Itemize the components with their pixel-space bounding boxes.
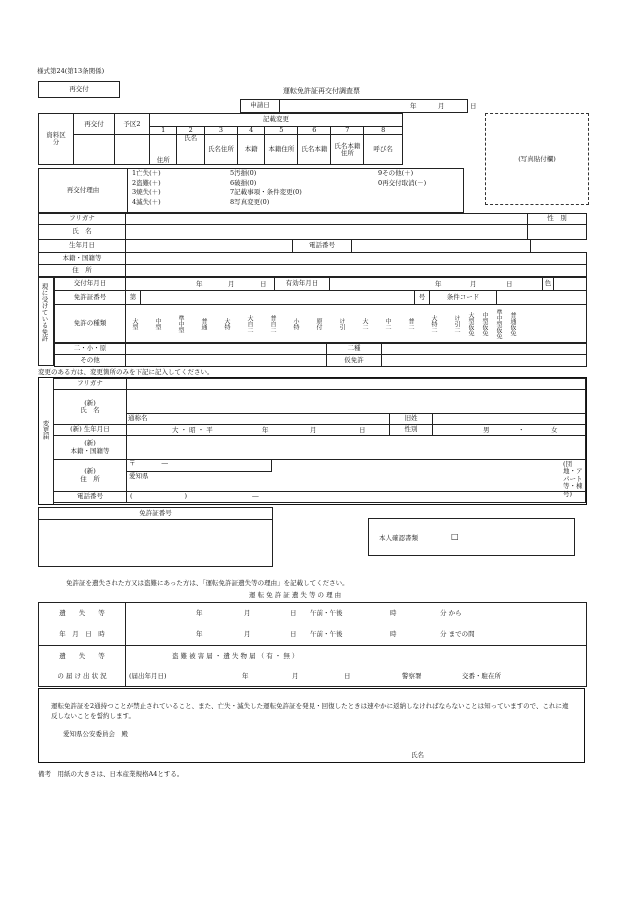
license-type-option[interactable]: け引二 [453, 315, 460, 333]
col-address[interactable]: 住所 [150, 135, 177, 165]
current-license-side [38, 277, 54, 366]
yobi-cell: 予区2 [115, 114, 150, 135]
apply-year: 年 [410, 102, 417, 110]
birth-field[interactable] [126, 240, 293, 253]
license-type-option[interactable]: 大型仮免 [467, 312, 474, 336]
nishou-field[interactable] [126, 343, 327, 355]
reason-option[interactable]: 0再交付取消(－) [378, 178, 427, 187]
until-month: 月 [244, 629, 251, 638]
loss-title: 運 転 免 許 証 遺 失 等 の 理 由 [249, 591, 342, 599]
license-type-option[interactable]: 中型仮免 [481, 312, 488, 336]
dai-label: 第 [126, 291, 141, 305]
identity-box [368, 518, 575, 556]
condition-code-field[interactable] [497, 291, 587, 305]
honseki-label: 本籍・国籍等 [39, 253, 126, 265]
apply-date-label: 申請日 [241, 100, 280, 113]
license-type-option[interactable]: け引 [338, 318, 345, 330]
col-name[interactable]: 氏名 [177, 135, 204, 165]
license-no-table [54, 290, 587, 305]
report-detail[interactable] [126, 667, 587, 687]
reissue-cell: 再交付 [74, 114, 115, 135]
footer-note: 備考 用紙の大きさは、日本産業規格A4とする。 [38, 770, 184, 778]
apply-month: 月 [438, 102, 445, 110]
nishou-label: 二・小・原 [55, 343, 126, 355]
new-address-label: (新) 住 所 [54, 460, 127, 492]
until-day: 日 [290, 629, 297, 638]
new-honseki-label: (新) 本籍・国籍等 [54, 436, 127, 460]
license-type-option[interactable]: 普自二 [269, 315, 276, 333]
loss-date-label-1: 遺 失 等 [39, 603, 126, 624]
new-birth-field[interactable] [127, 425, 390, 436]
karimen-field[interactable] [382, 355, 587, 367]
reason-option[interactable]: 2盗難(＋) [132, 178, 161, 187]
license-types-field [126, 305, 587, 344]
old-name-field[interactable] [433, 414, 586, 425]
license-type-option[interactable]: 大二 [361, 318, 368, 330]
issue-day: 日 [260, 280, 267, 288]
current-license-table [54, 277, 587, 291]
apply-date-table [240, 99, 477, 113]
person-table-3 [38, 252, 587, 277]
license-no-field[interactable] [141, 291, 415, 305]
go-label: 号 [415, 291, 430, 305]
from-month: 月 [244, 609, 251, 617]
reason-option[interactable]: 1亡失(＋) [132, 169, 161, 177]
issue-date-field[interactable] [126, 278, 275, 291]
name-label: 氏 名 [39, 225, 126, 240]
reissue-box: 再交付 [38, 81, 120, 98]
loss-date-until[interactable] [126, 624, 587, 646]
condition-code-label: 条件コード [430, 291, 497, 305]
new-birth-year: 年 [262, 426, 269, 434]
license-type-option[interactable]: 小特 [292, 318, 299, 330]
license-type-option[interactable]: 大型 [131, 318, 138, 330]
report-year: 年 [242, 671, 249, 680]
page-title: 運転免許証再交付調査票 [283, 87, 360, 95]
license-type-option[interactable]: 中型 [154, 318, 161, 330]
new-birth-month: 月 [310, 426, 317, 434]
pledge-box [38, 688, 585, 763]
until-ampm[interactable]: 午前・午後 [310, 629, 343, 638]
address-field[interactable] [126, 265, 587, 277]
phone-label: 電話番号 [293, 240, 352, 253]
col-no: 6 [298, 127, 331, 135]
sonota-label: その他 [55, 355, 126, 367]
postal-box[interactable] [127, 460, 272, 472]
valid-day: 日 [506, 280, 513, 288]
reissue-reason-table [38, 168, 464, 213]
col-no: 8 [364, 127, 403, 135]
license-type-option[interactable]: 大特二 [430, 315, 437, 333]
new-name-field[interactable] [127, 390, 586, 414]
from-year: 年 [196, 609, 203, 617]
reason-option[interactable]: 7記載事項・条件変更(0) [230, 188, 302, 196]
license-type-option[interactable]: 普二 [407, 318, 414, 330]
reason-col-2 [230, 169, 378, 207]
change-gender-field[interactable] [433, 425, 586, 436]
license-no-box[interactable] [38, 507, 273, 567]
address-label: 住 所 [39, 265, 126, 277]
reissue-reason-options[interactable] [128, 169, 464, 213]
report-label-1: 遺 失 等 [39, 646, 126, 667]
nishu-field[interactable] [382, 343, 587, 355]
from-day: 日 [290, 609, 297, 617]
reason-col-3 [378, 169, 426, 207]
photo-box [485, 113, 589, 205]
col-honseki[interactable]: 本籍 [237, 135, 264, 165]
col-honseki-address[interactable]: 本籍住所 [265, 135, 298, 165]
postal-code: 〒 ― [129, 459, 168, 467]
new-address-field[interactable] [127, 459, 586, 498]
birth-label: 生年月日 [39, 240, 126, 253]
col-no: 7 [331, 127, 364, 135]
until-minute: 分 までの間 [440, 629, 475, 638]
reason-option[interactable]: 3焼失(＋) [132, 188, 161, 196]
change-side [39, 378, 54, 504]
col-no: 5 [265, 127, 298, 135]
nishu-label: 二種 [327, 343, 382, 355]
gender-label: 性 別 [528, 214, 587, 225]
issue-date-label: 交付年月日 [55, 278, 126, 291]
phone-field[interactable] [352, 240, 531, 253]
sonota-field[interactable] [126, 355, 327, 367]
change-gender-label: 性別 [390, 425, 433, 436]
gender-dot: ・ [518, 426, 525, 434]
pledge-name-label: 氏名 [411, 751, 424, 759]
license-type-option[interactable]: 大特 [223, 318, 230, 330]
col-name-honseki[interactable]: 氏名本籍 [298, 135, 331, 165]
report-label-2: の 届 け 出 状 況 [39, 667, 126, 687]
new-birth-label: (新) 生年月日 [54, 425, 127, 436]
change-table [53, 378, 586, 503]
until-hour: 時 [390, 629, 397, 638]
license-extra-table [54, 342, 587, 367]
color-label: 色 [543, 278, 554, 291]
identity-label: 本人確認書類 [379, 534, 418, 542]
from-minute: 分 から [440, 609, 462, 617]
name-field[interactable] [126, 225, 528, 240]
new-name-label: (新) 氏 名 [54, 390, 127, 425]
koban: 交番・駐在所 [462, 671, 501, 680]
apply-date-field[interactable] [280, 100, 477, 113]
report-month: 月 [292, 671, 299, 680]
license-type-option[interactable]: 普通 [200, 318, 207, 330]
until-year: 年 [196, 629, 203, 638]
furigana-label: フリガナ [39, 214, 126, 225]
new-honseki-field[interactable] [127, 436, 586, 460]
valid-year: 年 [435, 280, 442, 288]
loss-instruction: 免許証を遺失された方又は盗難にあった方は、「運転免許証遺失等の理由」を記載してください。 [66, 579, 349, 587]
gender-field[interactable] [528, 225, 587, 240]
reason-col-1 [132, 169, 230, 207]
valid-until-field[interactable] [330, 278, 543, 291]
from-ampm[interactable]: 午前・午後 [310, 609, 343, 617]
police-station: 警察署 [402, 671, 422, 680]
from-hour: 時 [390, 609, 397, 617]
license-type-option[interactable]: 大自二 [246, 315, 253, 333]
license-types-label: 免許の種類 [55, 305, 126, 344]
form-number: 様式第24(第13条関係) [37, 67, 105, 75]
identity-checkbox[interactable]: □ [451, 532, 459, 541]
loss-table [38, 602, 587, 687]
karimen-label: 仮免許 [327, 355, 382, 367]
reason-option[interactable]: 5汚損(0) [230, 169, 257, 177]
gender-male[interactable]: 男 [483, 426, 490, 434]
report-types[interactable]: 盗 難 被 害 届 ・ 遺 失 物 届 （ 有 ・ 無 ） [126, 646, 587, 667]
valid-month: 月 [470, 280, 477, 288]
col-no: 2 [177, 127, 204, 135]
license-types-row [126, 305, 586, 343]
alias-label: 通称名 [127, 414, 390, 425]
col-no: 3 [204, 127, 237, 135]
license-no-label: 免許証番号 [55, 291, 126, 305]
valid-until-label: 有効年月日 [275, 278, 330, 291]
old-name-label: 旧姓 [390, 414, 433, 425]
issue-month: 月 [228, 280, 235, 288]
reason-option[interactable]: 8写真変更(0) [230, 197, 270, 206]
license-type-option[interactable]: 普通仮免 [509, 312, 516, 336]
license-type-table [54, 304, 587, 344]
change-note: 変更のある方は、変更箇所のみを下記に記入してください。 [38, 368, 214, 376]
reissue-input[interactable] [74, 135, 115, 165]
change-side-label: 変更届 [41, 420, 50, 440]
license-no-box-label: 免許証番号 [39, 508, 272, 520]
col-name-address[interactable]: 氏名住所 [204, 135, 237, 165]
loss-date-from[interactable] [126, 603, 587, 624]
gender-female[interactable]: 女 [551, 426, 558, 434]
license-type-option[interactable]: 準中型 [177, 315, 184, 333]
col-call-name[interactable]: 呼び名 [364, 135, 403, 165]
building-label: (団地・アパート等・棟号) [563, 460, 583, 498]
license-type-option[interactable]: 準中型仮免 [495, 309, 502, 339]
pledge-text: 運転免許証を2通持つことが禁止されていること、また、亡失・滅失した運転免許証を発見・回復したときは速やかに返納しなければならないことは知っていますので、これに違反しないことを誓約します。 [51, 702, 569, 720]
report-date-label: (届出年月日) [129, 671, 167, 680]
record-change-header: 記載変更 [150, 114, 403, 127]
era-options[interactable]: 大 ・ 昭 ・ 平 [172, 426, 213, 434]
issue-year: 年 [196, 280, 203, 288]
license-type-option[interactable]: 原付 [315, 318, 322, 330]
pref-label: 愛知県 [129, 472, 149, 480]
pledge-addressee: 愛知県公安委員会 殿 [63, 730, 128, 738]
change-furigana-field[interactable] [127, 379, 586, 390]
license-type-option[interactable]: 中二 [384, 318, 391, 330]
change-furigana-label: フリガナ [54, 379, 127, 390]
record-class-label: 資料区分 [39, 114, 74, 165]
col-no: 4 [237, 127, 264, 135]
apply-day: 日 [470, 102, 477, 110]
change-phone-field[interactable]: ( ) ― [127, 492, 586, 503]
loss-date-label-2: 年 月 日 時 [39, 624, 126, 646]
record-class-table [38, 113, 403, 165]
reason-option[interactable]: 9その他(＋) [378, 169, 414, 177]
furigana-field[interactable] [126, 214, 528, 225]
reason-option[interactable]: 4滅失(＋) [132, 197, 161, 206]
honseki-field[interactable] [126, 253, 587, 265]
reason-option[interactable]: 6破損(0) [230, 178, 257, 187]
change-phone-label: 電話番号 [54, 492, 127, 503]
person-table-2 [38, 239, 531, 253]
col-no: 1 [150, 127, 177, 135]
new-birth-day: 日 [359, 426, 366, 434]
report-day: 日 [344, 671, 351, 680]
current-license-side-label: 現に受けている免許 [40, 283, 49, 342]
person-table [38, 213, 587, 240]
col-name-honseki-address[interactable]: 氏名本籍住所 [331, 135, 364, 165]
color-field[interactable] [554, 278, 587, 291]
reissue-reason-label: 再交付理由 [39, 169, 128, 213]
photo-label: (写真貼付欄) [518, 155, 556, 163]
yobi-input[interactable] [115, 135, 150, 165]
